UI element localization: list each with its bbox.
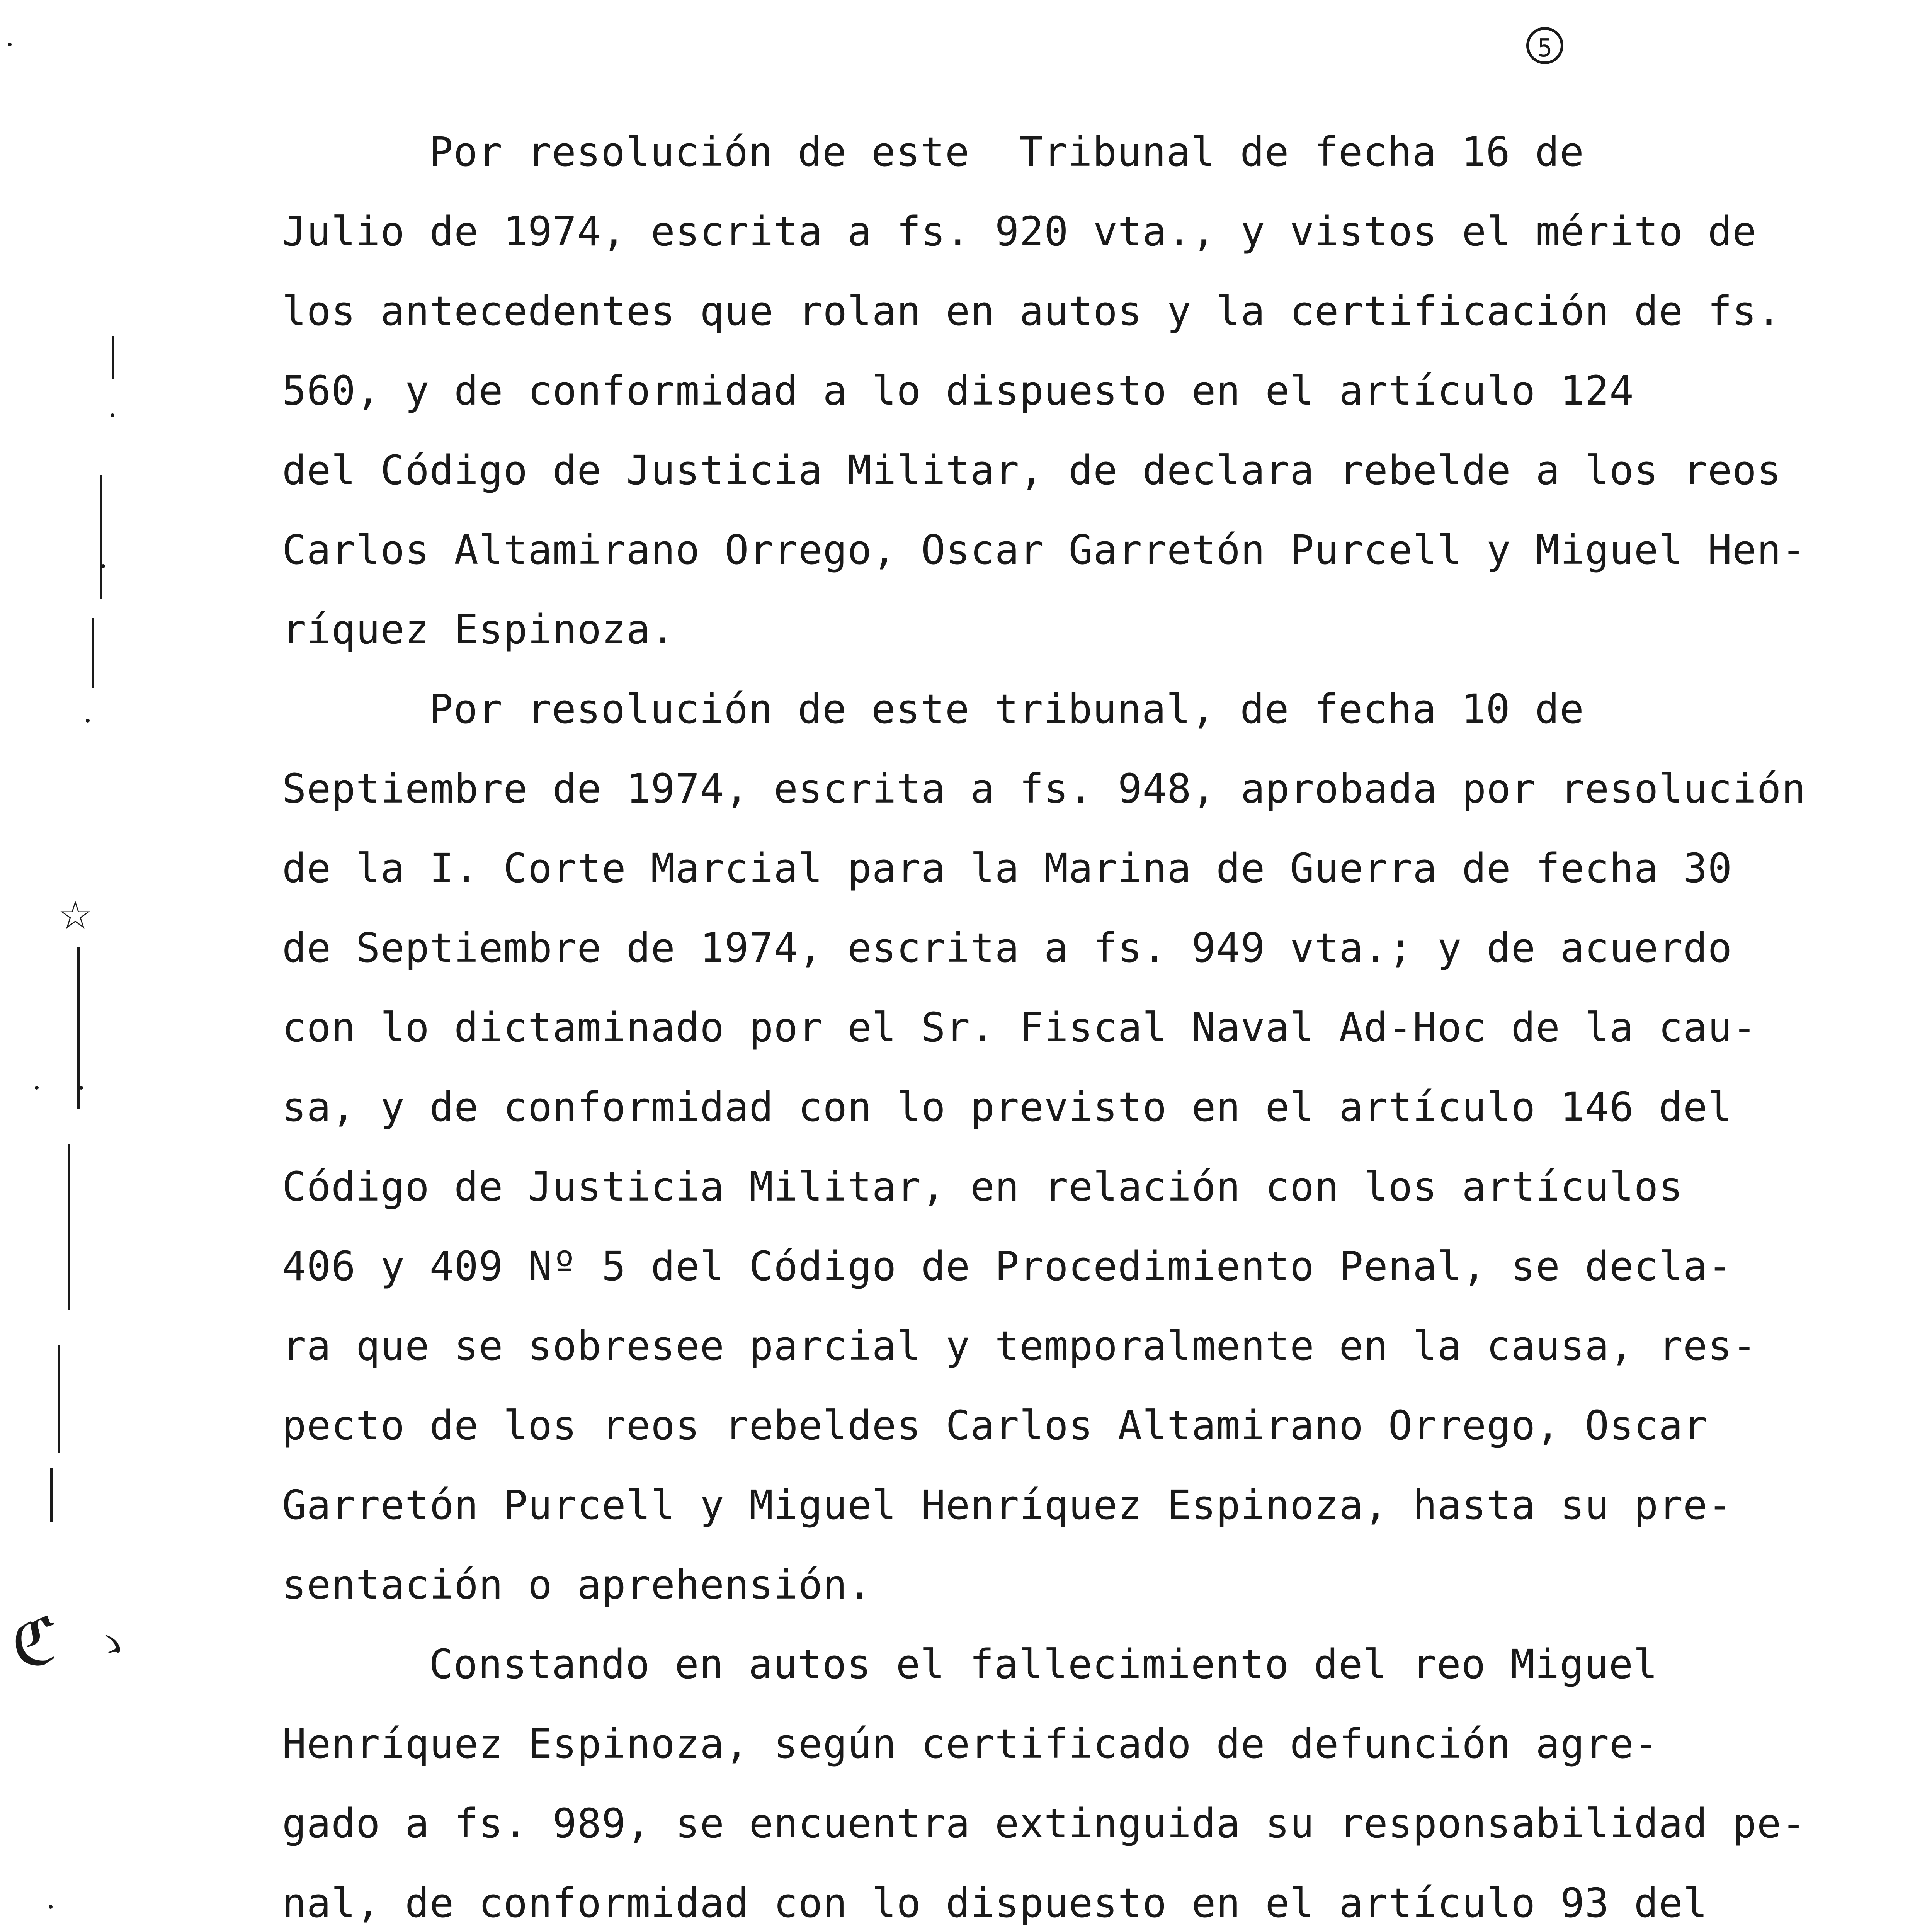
page-number: 5 bbox=[1526, 27, 1563, 64]
margin-dot bbox=[79, 1086, 83, 1090]
text-line: Código de Justicia Militar, en relación con los artículos bbox=[282, 1163, 1683, 1210]
text-line: del Código de Justicia Militar, de declara rebelde a los reos bbox=[282, 447, 1782, 494]
text-line: con lo dictaminado por el Sr. Fiscal Naval Ad-Hoc de la cau- bbox=[282, 1004, 1757, 1051]
margin-line bbox=[77, 947, 80, 1109]
margin-line bbox=[92, 618, 94, 688]
paragraph bbox=[282, 669, 1808, 1624]
text-line: Henríquez Espinoza, según certificado de defunción agre- bbox=[282, 1720, 1659, 1767]
text-line: sentación o aprehensión. bbox=[282, 1561, 872, 1608]
paragraph bbox=[282, 1624, 1808, 1932]
paragraph bbox=[282, 112, 1808, 669]
margin-dot bbox=[86, 719, 90, 723]
margin-line bbox=[58, 1345, 60, 1453]
margin-line bbox=[100, 475, 102, 599]
margin-mark-glyph: ゝ bbox=[89, 1618, 135, 1672]
text-line: los antecedentes que rolan en autos y la certificación de fs. bbox=[282, 287, 1782, 335]
text-line: sa, y de conformidad con lo previsto en el artículo 146 del bbox=[282, 1083, 1733, 1131]
text-line: Septiembre de 1974, escrita a fs. 948, aprobada por resolución bbox=[282, 765, 1806, 812]
text-line: Carlos Altamirano Orrego, Oscar Garretón Purcell y Miguel Hen- bbox=[282, 526, 1806, 573]
text-line: ra que se sobresee parcial y temporalmente en la causa, res- bbox=[282, 1322, 1757, 1369]
margin-line bbox=[50, 1468, 53, 1522]
text-line: ríquez Espinoza. bbox=[282, 606, 675, 653]
text-line: Por resolución de este Tribunal de fecha 16 de bbox=[429, 128, 1584, 175]
text-line: 406 y 409 Nº 5 del Código de Procedimiento Penal, se decla- bbox=[282, 1243, 1733, 1290]
margin-dot bbox=[111, 413, 114, 417]
margin-dot bbox=[49, 1905, 53, 1909]
text-line: Constando en autos el fallecimiento del reo Miguel bbox=[429, 1641, 1658, 1688]
margin-line bbox=[112, 336, 114, 379]
margin-marks bbox=[0, 0, 155, 1932]
text-line: de la I. Corte Marcial para la Marina de Guerra de fecha 30 bbox=[282, 845, 1733, 892]
margin-line bbox=[68, 1144, 70, 1310]
text-line: gado a fs. 989, se encuentra extinguida su responsabilidad pe- bbox=[282, 1800, 1806, 1847]
body-text bbox=[282, 112, 1808, 1932]
margin-dot bbox=[35, 1086, 39, 1090]
text-line: pecto de los reos rebeldes Carlos Altamirano Orrego, Oscar bbox=[282, 1402, 1708, 1449]
text-line: de Septiembre de 1974, escrita a fs. 949 vta.; y de acuerdo bbox=[282, 924, 1733, 971]
margin-dot bbox=[101, 564, 105, 568]
text-line: Julio de 1974, escrita a fs. 920 vta., y vistos el mérito de bbox=[282, 208, 1757, 255]
margin-mark-glyph: ☆ bbox=[58, 893, 93, 938]
margin-dot bbox=[8, 43, 12, 46]
margin-mark-glyph: ℭ bbox=[12, 1604, 58, 1680]
text-line: 560, y de conformidad a lo dispuesto en el artículo 124 bbox=[282, 367, 1634, 414]
text-line: nal, de conformidad con lo dispuesto en el artículo 93 del bbox=[282, 1879, 1708, 1927]
text-line: Por resolución de este tribunal, de fecha 10 de bbox=[429, 685, 1584, 733]
text-line: Garretón Purcell y Miguel Henríquez Espinoza, hasta su pre- bbox=[282, 1481, 1733, 1529]
